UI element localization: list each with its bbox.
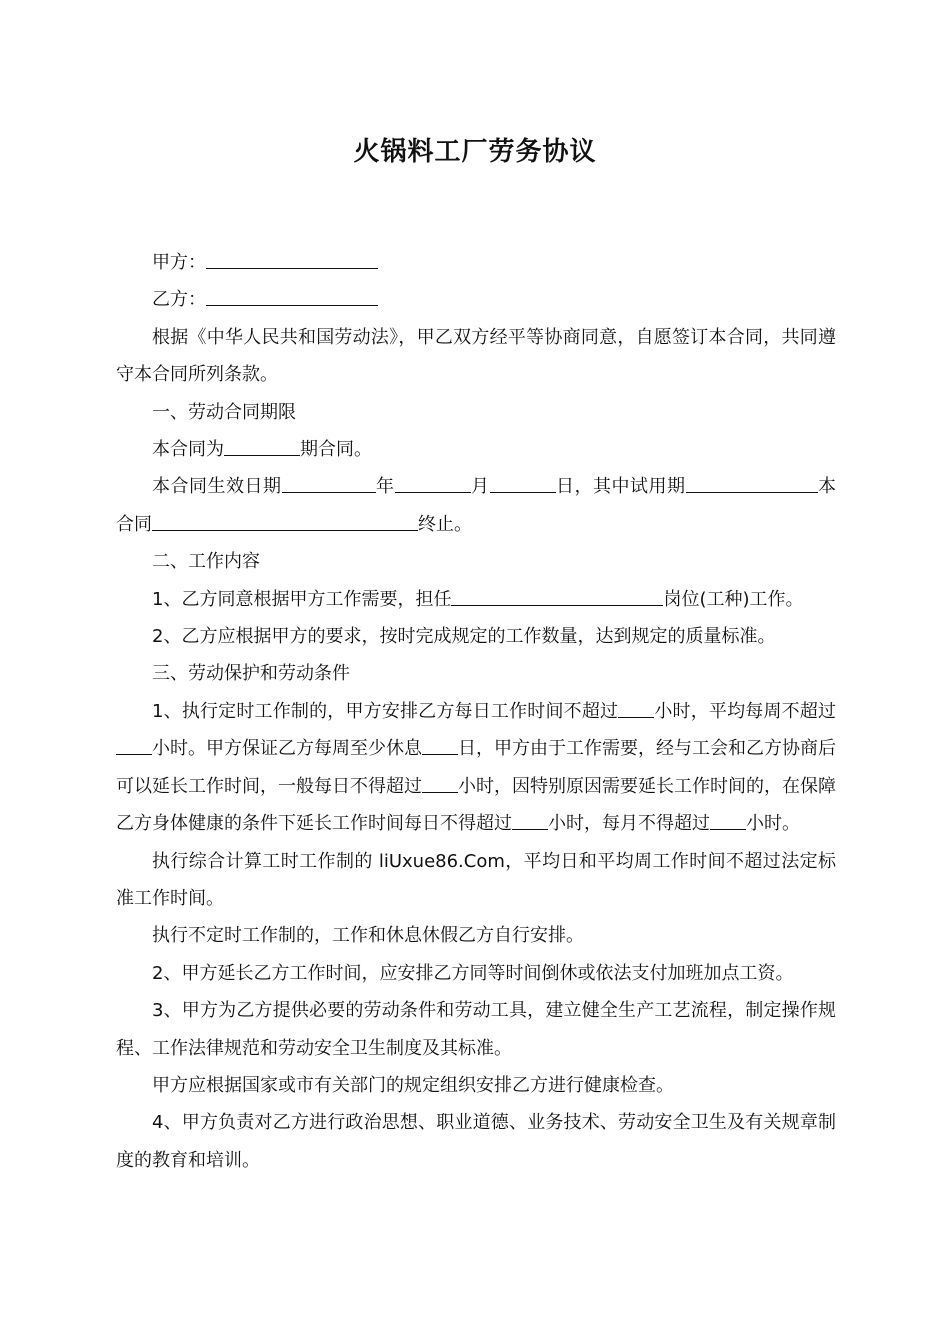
effective-date-paragraph — [116, 468, 836, 543]
position-blank — [451, 587, 663, 606]
working-hours-paragraph — [116, 693, 836, 843]
hours-text-a: 1、执行定时工作制的，甲方安排乙方每日工作时间不超过 — [152, 700, 619, 722]
year-blank — [282, 474, 376, 493]
work-item-2: 2、乙方应根据甲方的要求，按时完成规定的工作数量，达到规定的质量标准。 — [152, 626, 776, 648]
comprehensive-hours-paragraph: 执行综合计算工时工作制的 liUxue86.Com，平均日和平均周工作时间不超过法定标准工作时间。 — [116, 850, 836, 909]
section-2-heading: 二、工作内容 — [152, 551, 260, 573]
weekly-hours-blank — [116, 736, 152, 755]
hours-text-e: 小时，因特别原因需要延长工作时间的，在保障乙方身体健康的条件下延长工作时间每日不得超过 — [116, 775, 836, 835]
effective-year-text: 年 — [375, 476, 395, 498]
term-blank — [224, 437, 300, 456]
contract-term-line — [116, 431, 836, 468]
month-blank — [395, 474, 471, 493]
hours-text-f: 小时，每月不得超过 — [548, 813, 710, 835]
document-title: 火锅料工厂劳务协议 — [353, 137, 597, 167]
section-1-heading: 一、劳动合同期限 — [152, 401, 296, 423]
special-extension-blank — [512, 811, 548, 830]
party-a-label: 甲方： — [152, 252, 206, 273]
term-text-a: 本合同为 — [152, 439, 224, 461]
work1-text-a: 1、乙方同意根据甲方工作需要，担任 — [152, 588, 452, 610]
effective-text-a: 本合同生效日期 — [152, 476, 282, 498]
section-3-heading: 三、劳动保护和劳动条件 — [152, 663, 350, 685]
hours-text-g: 小时。 — [746, 813, 800, 835]
hours-text-d: 日，甲方由于工作需要，经与工会和乙方协商后可以延长工作时间，一般每日不得超过 — [116, 738, 836, 797]
hours-text-c: 小时。甲方保证乙方每周至少休息 — [152, 738, 422, 760]
daily-extension-blank — [422, 774, 458, 793]
probation-blank — [686, 474, 818, 493]
hours-text-b: 小时，平均每周不超过 — [654, 700, 837, 722]
overtime-paragraph: 2、甲方延长乙方工作时间，应安排乙方同等时间倒休或依法支付加班加点工资。 — [152, 962, 794, 984]
health-check-paragraph: 甲方应根据国家或市有关部门的规定组织安排乙方进行健康检查。 — [152, 1074, 674, 1096]
effective-month-text: 月 — [470, 476, 490, 498]
monthly-limit-blank — [710, 811, 746, 830]
term-text-b: 期合同。 — [300, 439, 372, 461]
effective-ben-text: 本合同 — [116, 476, 836, 535]
day-blank — [490, 474, 556, 493]
party-b-blank — [206, 287, 378, 306]
effective-end-text: 终止。 — [418, 513, 472, 535]
effective-day-text: 日，其中试用期 — [555, 476, 686, 498]
document-body — [116, 244, 836, 1179]
rest-days-blank — [422, 736, 458, 755]
party-b-line — [116, 281, 836, 318]
party-b-label: 乙方： — [152, 289, 206, 311]
work1-text-b: 岗位(工种)工作。 — [663, 588, 804, 610]
conditions-paragraph: 3、甲方为乙方提供必要的劳动条件和劳动工具，建立健全生产工艺流程，制定操作规程、工作法律规范和劳动安全卫生制度及其标准。 — [116, 1000, 836, 1059]
daily-hours-blank — [618, 699, 654, 718]
training-paragraph: 4、甲方负责对乙方进行政治思想、职业道德、业务技术、劳动安全卫生及有关规章制度的教育和培训。 — [116, 1112, 836, 1171]
party-a-blank — [206, 250, 378, 269]
party-a-line — [116, 244, 836, 281]
flexible-hours-paragraph: 执行不定时工作制的，工作和休息休假乙方自行安排。 — [152, 925, 584, 947]
work-item-1 — [116, 581, 836, 618]
intro-paragraph: 根据《中华人民共和国劳动法》，甲乙双方经平等协商同意，自愿签订本合同，共同遵守本合同所列条款。 — [116, 326, 836, 386]
end-date-blank — [152, 512, 418, 531]
